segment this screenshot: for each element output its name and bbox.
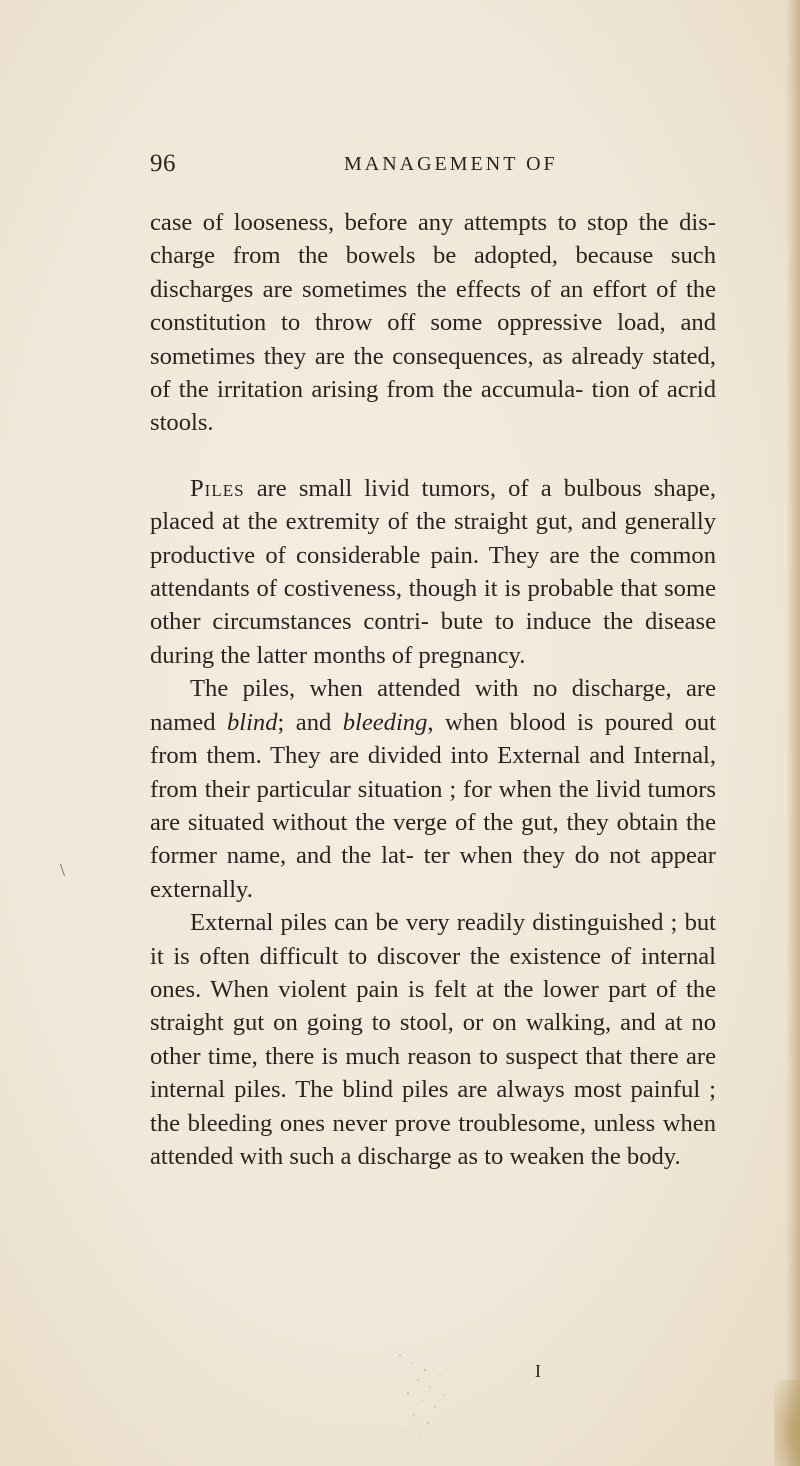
margin-mark: \ xyxy=(60,860,66,880)
page-edge-shadow xyxy=(786,0,800,1466)
term-blind: blind xyxy=(226,708,278,736)
piles-types-text-b: ; and xyxy=(277,708,343,736)
running-head: MANAGEMENT OF xyxy=(344,153,558,175)
page-header xyxy=(150,150,710,180)
paragraph-external-internal: External piles can be very readily distinguished ; but it is often difficult to discover the existence of internal ones. When violent pain is felt at the lower part of the straight gut on going to stool, or on walking, and at no other time, there is much reason to suspect that there are internal piles. The blind piles are always most painful ; the bleeding ones never prove troublesome, unless when attended with such a discharge as to weaken the body. xyxy=(150,909,716,1170)
body-text xyxy=(150,206,716,1173)
paragraph-piles-definition xyxy=(150,472,716,672)
page-number: 96 xyxy=(150,150,176,177)
page-speckle xyxy=(370,1335,490,1455)
paragraph-piles-types xyxy=(150,672,716,906)
paragraph-looseness: case of looseness, before any attempts to stop the dis- charge from the bowels be adopted, because such discharges are sometimes the effects of an effort of the constitution to throw off some oppressive load, and sometimes they are the consequences, as already stated, of the irritation arising from the accumula- tion of acrid stools. xyxy=(150,209,716,437)
piles-heading: Piles xyxy=(190,474,245,502)
term-bleeding: bleeding xyxy=(342,708,428,736)
page-stain xyxy=(774,1380,800,1466)
signature-mark: I xyxy=(535,1361,541,1381)
piles-types-text-c: , when blood is poured out from them. They are divided into External and Internal, from their particular situation ; for when the livid tumors are situated without the verge of the gut, they obtain the former name, and the lat- ter when they do not appear externally. xyxy=(150,708,716,903)
piles-definition-text: are small livid tumors, of a bulbous shape, placed at the extremity of the straight gut, and generally productive of considerable pain. They are the common attendants of costiveness, though it is probable that some other circumstances contri- bute to induce the disease during the latter months of pregnancy. xyxy=(150,474,716,669)
piles-types-text-a: The piles, when attended with no discharge, are named xyxy=(150,675,716,736)
